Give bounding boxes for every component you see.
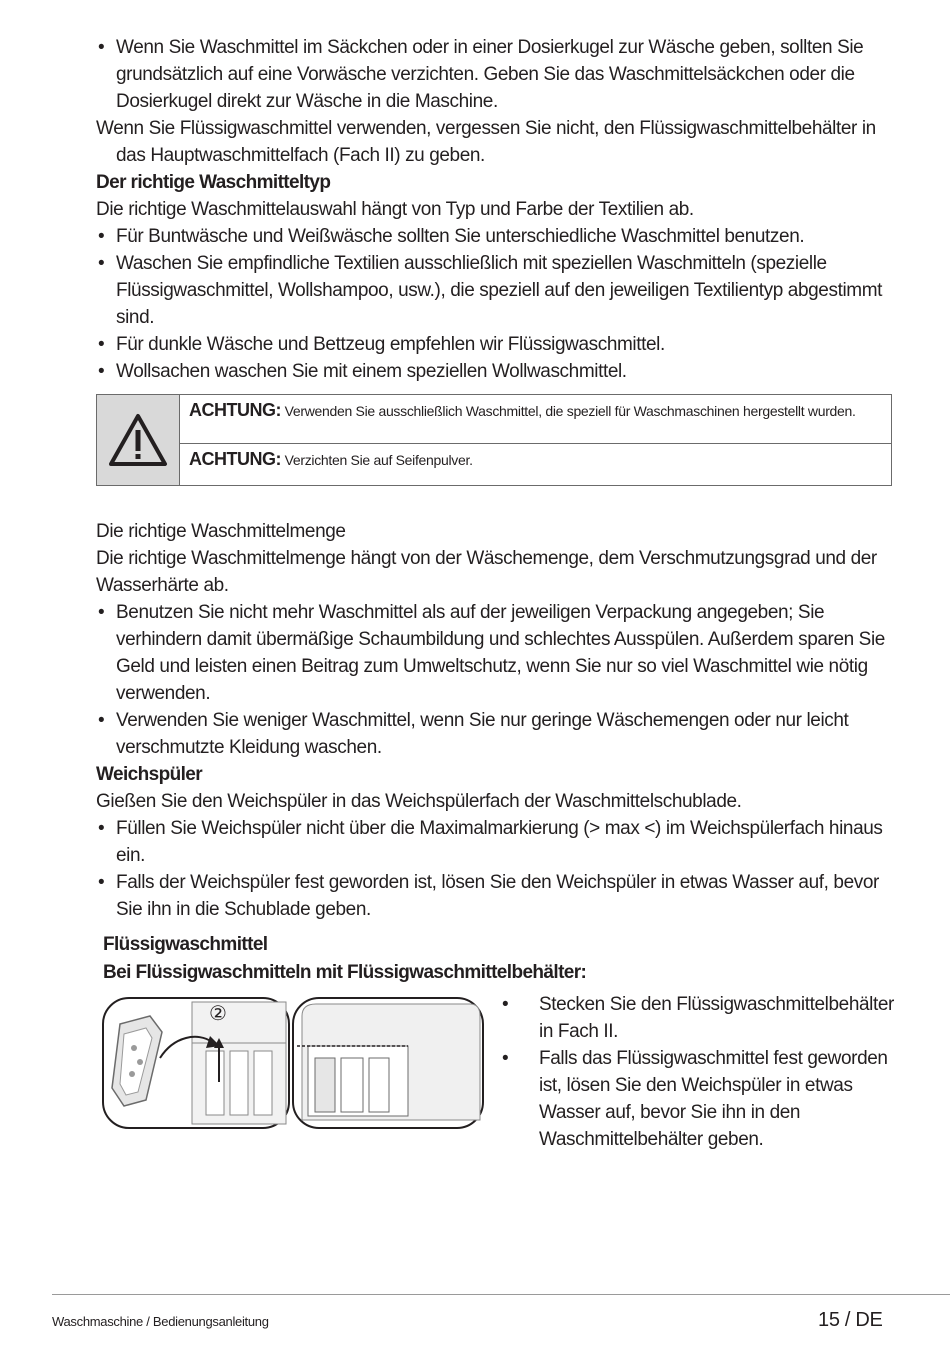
step-number: ② (209, 1001, 227, 1025)
warning-label: ACHTUNG: (189, 449, 281, 469)
dispenser-illustration (102, 996, 492, 1132)
softener-intro: Gießen Sie den Weichspüler in das Weichspülerfach der Waschmittelschublade. (96, 791, 742, 812)
amount-bullet: • Benutzen Sie nicht mehr Waschmittel als auf der jeweiligen Verpackung angegeben; Sie verhindern damit übermäßige Schaumbildung und schlechtes Ausspülen. Außerdem sparen Sie Geld und leisten einen Beitrag zum Umweltschutz, wenn Sie nur so viel Waschmittel wie nötig verwenden. (96, 599, 896, 707)
warning-text: Verzichten Sie auf Seifenpulver. (284, 452, 473, 468)
warning-rows (180, 395, 891, 485)
liquid-heading: Flüssigwaschmittel (103, 934, 268, 955)
type-heading: Der richtige Waschmitteltyp (96, 172, 331, 193)
footer-divider (52, 1294, 950, 1295)
warning-row (180, 443, 891, 474)
type-bullet: • Wollsachen waschen Sie mit einem speziellen Wollwaschmittel. (96, 358, 896, 385)
liquid-step (500, 991, 900, 1045)
type-bullet: • Für Buntwäsche und Weißwäsche sollten Sie unterschiedliche Waschmittel benutzen. (96, 223, 896, 250)
warning-icon-cell (97, 395, 180, 485)
type-bullet: • Für dunkle Wäsche und Bettzeug empfehlen wir Flüssigwaschmittel. (96, 331, 896, 358)
warning-text: Verwenden Sie ausschließlich Waschmittel, die speziell für Waschmaschinen hergestellt wurden. (284, 403, 856, 419)
liquid-step-text: Falls das Flüssigwaschmittel fest geworden ist, lösen Sie den Weichspüler in etwas Wasser auf, bevor Sie ihn in den Waschmittelbehälter geben. (539, 1048, 888, 1150)
type-intro: Die richtige Waschmittelauswahl hängt von Typ und Farbe der Textilien ab. (96, 199, 694, 220)
liquid-step (500, 1045, 900, 1153)
liquid-subheading: Bei Flüssigwaschmitteln mit Flüssigwaschmittelbehälter: (103, 962, 587, 983)
intro-note: Wenn Sie Flüssigwaschmittel verwenden, vergessen Sie nicht, den Flüssigwaschmittelbehälter in das Hauptwaschmittelfach (Fach II) zu geben. (96, 118, 876, 166)
upper-text (96, 34, 896, 385)
type-bullet: • Waschen Sie empfindliche Textilien ausschließlich mit speziellen Waschmitteln (spezielle Flüssigwaschmittel, Wollshampoo, usw.), die speziell auf den jeweiligen Textilientyp abgestimmt sind. (96, 250, 896, 331)
bullet-mark: • (502, 994, 509, 1015)
amount-intro: Die richtige Waschmittelmenge hängt von der Wäschemenge, dem Verschmutzungsgrad und der Wasserhärte ab. (96, 548, 877, 596)
amount-heading: Die richtige Waschmittelmenge (96, 521, 346, 542)
amount-bullet: • Verwenden Sie weniger Waschmittel, wenn Sie nur geringe Wäschemengen oder nur leicht verschmutzte Kleidung waschen. (96, 707, 896, 761)
warning-row (180, 395, 891, 443)
bullet-mark: • (502, 1048, 509, 1069)
warning-label: ACHTUNG: (189, 400, 281, 420)
page-number: 15 / DE (818, 1309, 883, 1331)
liquid-steps (500, 991, 900, 1153)
softener-heading: Weichspüler (96, 764, 203, 785)
warning-triangle-icon (108, 412, 168, 468)
softener-bullet: • Falls der Weichspüler fest geworden ist, lösen Sie den Weichspüler in etwas Wasser auf, bevor Sie ihn in die Schublade geben. (96, 869, 896, 923)
softener-bullet: • Füllen Sie Weichspüler nicht über die Maximalmarkierung (> max <) im Weichspülerfach hinaus ein. (96, 815, 896, 869)
footer-title: Waschmaschine / Bedienungsanleitung (52, 1314, 269, 1329)
warning-box (96, 394, 892, 486)
lower-text (96, 518, 896, 923)
liquid-step-text: Stecken Sie den Flüssigwaschmittelbehälter in Fach II. (539, 994, 894, 1042)
intro-bullet: • Wenn Sie Waschmittel im Säckchen oder in einer Dosierkugel zur Wäsche geben, sollten Sie grundsätzlich auf eine Vorwäsche verzichten. Geben Sie das Waschmittelsäckchen oder die Dosierkugel direkt zur Wäsche in die Maschine. (96, 34, 896, 115)
